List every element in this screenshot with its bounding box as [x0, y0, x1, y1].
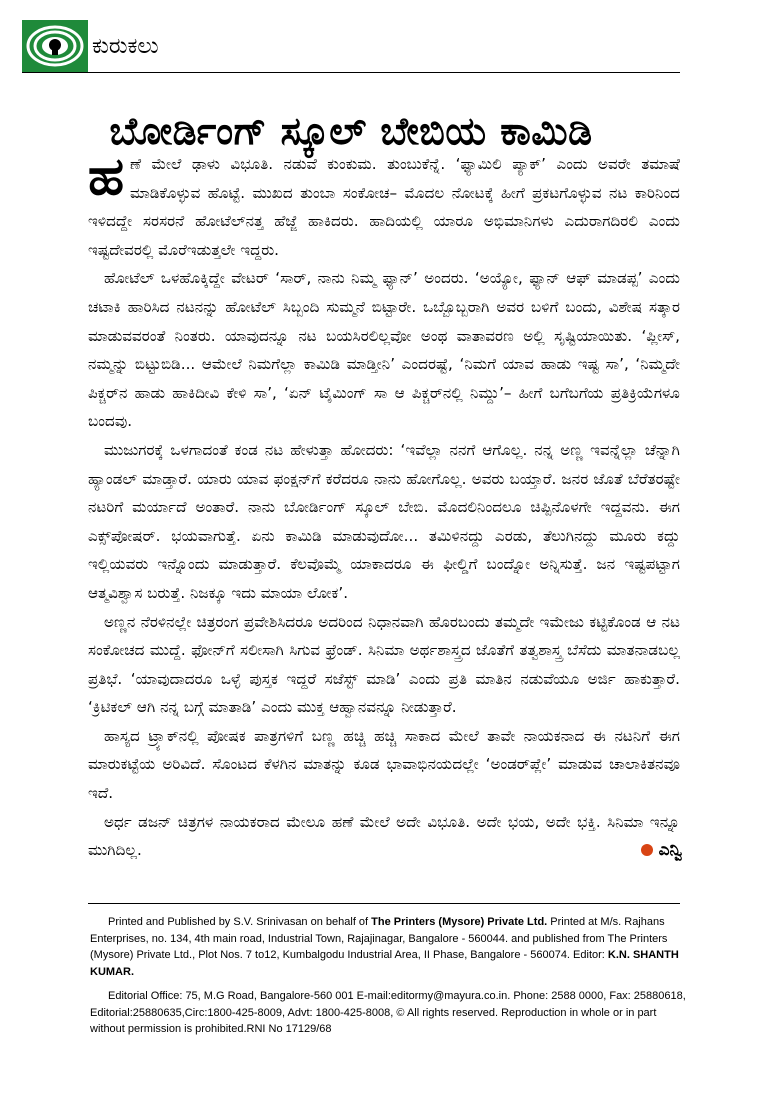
- section-name: ಕುರುಕಲು: [92, 34, 159, 59]
- imprint-footer: [90, 914, 690, 1046]
- footer-divider: [88, 903, 680, 904]
- drop-cap: ಹ: [88, 147, 125, 207]
- article-paragraph: ಅಣ್ಣನ ನೆರಳಿನಲ್ಲೇ ಚಿತ್ರರಂಗ ಪ್ರವೇಶಿಸಿದರೂ ಅದರಿಂದ ನಿಧಾನವಾಗಿ ಹೊರಬಂದು ತಮ್ಮದೇ ಇಮೇಜು ಕಟ್ಟಿಕೊಂಡ ಆ ನಟ ಸಂಕೋಚದ ಮುದ್ದೆ. ಫೋನ್‌ಗೆ ಸಲೀಸಾಗಿ ಸಿಗುವ ಫ್ರೆಂಡ್. ಸಿನಿಮಾ ಅರ್ಥಶಾಸ್ತ್ರದ ಜೊತೆಗೆ ತತ್ವಶಾಸ್ತ್ರ ಬೆಸೆದು ಮಾತನಾಡಬಲ್ಲ ಪ್ರತಿಭೆ. ‘ಯಾವುದಾದರೂ ಒಳ್ಳೆ ಪುಸ್ತಕ ಇದ್ದರೆ ಸಜೆಸ್ಟ್ ಮಾಡಿ’ ಎಂದು ಪ್ರತಿ ಮಾತಿನ ನಡುವೆಯೂ ಅರ್ಜಿ ಹಾಕುತ್ತಾರೆ. ‘ಕ್ರಿಟಿಕಲ್ ಆಗಿ ನನ್ನ ಬಗ್ಗೆ ಮಾತಾಡಿ’ ಎಂದು ಮುಕ್ತ ಆಹ್ವಾನವನ್ನೂ ನೀಡುತ್ತಾರೆ.: [88, 612, 680, 717]
- article-body: [88, 147, 680, 865]
- publisher-company: The Printers (Mysore) Private Ltd.: [371, 916, 548, 928]
- article-paragraph: ಅರ್ಧ ಡಜನ್ ಚಿತ್ರಗಳ ನಾಯಕರಾದ ಮೇಲೂ ಹಣೆ ಮೇಲೆ ಅದೇ ವಿಭೂತಿ. ಅದೇ ಭಯ, ಅದೇ ಭಕ್ತಿ. ಸಿನಿಮಾ ಇನ್ನೂ ಮುಗಿದಿಲ್ಲ.: [88, 812, 680, 860]
- page-header: [22, 20, 682, 72]
- magazine-logo: [22, 20, 88, 72]
- article-paragraph: ಹಾಸ್ಯದ ಟ್ರ್ಯಾಕ್‌ನಲ್ಲಿ ಪೋಷಕ ಪಾತ್ರಗಳಿಗೆ ಬಣ್ಣ ಹಚ್ಚಿ ಹಚ್ಚಿ ಸಾಕಾದ ಮೇಲೆ ತಾವೇ ನಾಯಕನಾದ ಈ ನಟನಿಗೆ ಈಗ ಮಾರುಕಟ್ಟೆಯ ಅರಿವಿದೆ. ಸೊಂಟದ ಕೆಳಗಿನ ಮಾತನ್ನು ಕೂಡ ಭಾವಾಭಿನಯದಲ್ಲೇ ‘ಅಂಡರ್‌ಪ್ಲೇ’ ಮಾಡುವ ಚಾಲಾಕಿತನವೂ ಇದೆ.: [88, 726, 680, 803]
- article-paragraph: ಮುಜುಗರಕ್ಕೆ ಒಳಗಾದಂತೆ ಕಂಡ ನಟ ಹೇಳುತ್ತಾ ಹೋದರು: ‘ಇವೆಲ್ಲಾ ನನಗೆ ಆಗೊಲ್ಲ. ನನ್ನ ಅಣ್ಣ ಇವನ್ನೆಲ್ಲಾ ಚೆನ್ನಾಗಿ ಹ್ಯಾಂಡಲ್ ಮಾಡ್ತಾರೆ. ಯಾರು ಯಾವ ಫಂಕ್ಷನ್‌ಗೆ ಕರೆದರೂ ನಾನು ಹೋಗೊಲ್ಲ. ಅವರು ಬಯ್ತಾರೆ. ಜನರ ಜೊತೆ ಬೆರೆತರಷ್ಟೇ ನಟರಿಗೆ ಮರ್ಯಾದೆ ಅಂತಾರೆ. ನಾನು ಬೋರ್ಡಿಂಗ್ ಸ್ಕೂಲ್ ಬೇಬಿ. ಮೊದಲಿನಿಂದಲೂ ಚಿಪ್ಪಿನೊಳಗೇ ಇದ್ದವನು. ಈಗ ಎಕ್ಸ್‌ಪೋಷರ್. ಭಯವಾಗುತ್ತೆ. ಏನು ಕಾಮಿಡಿ ಮಾಡುವುದೋ... ತಮಿಳಿನದ್ದು ಎರಡು, ತೆಲುಗಿನದ್ದು ಮೂರು ಕದ್ದು ಇಲ್ಲಿಯವರು ಇನ್ನೊಂದು ಮಾಡುತ್ತಾರೆ. ಕೆಲವೊಮ್ಮೆ ಯಾಕಾದರೂ ಈ ಫೀಲ್ಡಿಗೆ ಬಂದ್ನೋ ಅನ್ನಿಸುತ್ತೆ. ಜನ ಇಷ್ಟಪಟ್ಟಾಗ ಆತ್ಮವಿಶ್ವಾಸ ಬರುತ್ತೆ. ನಿಜಕ್ಕೂ ಇದು ಮಾಯಾ ಲೋಕ’.: [88, 440, 680, 602]
- office-text: Editorial Office: 75, M.G Road, Bangalore-560 001 E-mail:editormy@mayura.co.in. Phone: 2588 0000, Fax: 25880618, Editorial:25880635,Circ:1800-425-8009, Advt: 1800-425-8008, © All rights reserved. Reproduction in whole or in part without permission is prohibited.RNI No 17129/68: [90, 990, 686, 1035]
- paragraph-text: ಣೆ ಮೇಲೆ ಢಾಳು ವಿಭೂತಿ. ನಡುವೆ ಕುಂಕುಮ. ತುಂಬುಕೆನ್ನೆ. ‘ಫ್ಯಾಮಿಲಿ ಪ್ಯಾಕ್’ ಎಂದು ಅವರೇ ತಮಾಷೆ ಮಾಡಿಕೊಳ್ಳುವ ಹೊಟ್ಟೆ. ಮುಖದ ತುಂಬಾ ಸಂಕೋಚ– ಮೊದಲ ನೋಟಕ್ಕೆ ಹೀಗೆ ಪ್ರಕಟಗೊಳ್ಳುವ ನಟ ಕಾರಿನಿಂದ ಇಳಿದದ್ದೇ ಸರಸರನೆ ಹೋಟೆಲ್‌ನತ್ತ ಹೆಜ್ಜೆ ಹಾಕಿದರು. ಹಾದಿಯಲ್ಲಿ ಯಾರೂ ಅಭಿಮಾನಿಗಳು ಎದುರಾಗದಿರಲಿ ಎಂದು ಇಷ್ಟದೇವರಲ್ಲಿ ಮೊರೆಇಡುತ್ತಲೇ ಇದ್ದರು.: [88, 155, 680, 259]
- office-line: [90, 988, 690, 1038]
- article-title: ಬೋರ್ಡಿಂಗ್ ಸ್ಕೂಲ್ ಬೇಬಿಯ ಕಾಮಿಡಿ: [109, 109, 593, 154]
- header-divider: [22, 72, 680, 73]
- printer-address: Printed at M/s. Rajhans Enterprises, no. 134, 4th main road, Industrial Town, Rajajinagar, Bangalore - 560044. and published from The Printers (Mysore) Private Ltd., Plot Nos. 7 to12, Kumbalgodu Industrial Area, II Phase, Bangalore - 560074. Editor:: [90, 916, 668, 961]
- editor-name: K.N. SHANTH KUMAR.: [90, 949, 679, 978]
- author-byline: [641, 840, 682, 860]
- article-paragraph: [88, 147, 680, 264]
- eye-logo-icon: [26, 24, 84, 68]
- author-name: ಎನ್ವಿ: [658, 840, 682, 860]
- publisher-text: Printed and Published by S.V. Srinivasan on behalf of: [108, 916, 372, 928]
- publisher-line: [90, 914, 690, 980]
- article-paragraph: ಹೋಟೆಲ್ ಒಳಹೊಕ್ಕಿದ್ದೇ ವೇಟರ್ ‘ಸಾರ್, ನಾನು ನಿಮ್ಮ ಫ್ಯಾನ್’ ಅಂದರು. ‘ಅಯ್ಯೋ, ಫ್ಯಾನ್ ಆಫ್ ಮಾಡಪ್ಪ’ ಎಂದು ಚಟಾಕಿ ಹಾರಿಸಿದ ನಟನನ್ನು ಹೋಟೆಲ್ ಸಿಬ್ಬಂದಿ ಸುಮ್ಮನೆ ಬಿಟ್ಟಾರೇ. ಒಬ್ಬೊಬ್ಬರಾಗಿ ಅವರ ಬಳಿಗೆ ಬಂದು, ವಿಶೇಷ ಸತ್ಕಾರ ಮಾಡುವವರಂತೆ ನಿಂತರು. ಯಾವುದನ್ನೂ ನಟ ಬಯಸಿರಲಿಲ್ಲವೋ ಅಂಥ ವಾತಾವರಣ ಅಲ್ಲಿ ಸೃಷ್ಟಿಯಾಯಿತು. ‘ಪ್ಲೀಸ್, ನಮ್ಮನ್ನು ಬಿಟ್ಟುಬಿಡಿ... ಆಮೇಲೆ ನಿಮಗೆಲ್ಲಾ ಕಾಮಿಡಿ ಮಾಡ್ತೀನಿ’ ಎಂದರಷ್ಟೆ, ‘ನಿಮಗೆ ಯಾವ ಹಾಡು ಇಷ್ಟ ಸಾ’, ‘ನಿಮ್ಮದೇ ಪಿಕ್ಚರ್‌ನ ಹಾಡು ಹಾಕಿದೀವಿ ಕೇಳಿ ಸಾ’, ‘ಏನ್ ಟೈಮಿಂಗ್ ಸಾ ಆ ಪಿಕ್ಚರ್‌ನಲ್ಲಿ ನಿಮ್ದು’– ಹೀಗೆ ಬಗೆಬಗೆಯ ಪ್ರತಿಕ್ರಿಯೆಗಳೂ ಬಂದವು.: [88, 269, 680, 431]
- bullet-icon: [641, 844, 653, 856]
